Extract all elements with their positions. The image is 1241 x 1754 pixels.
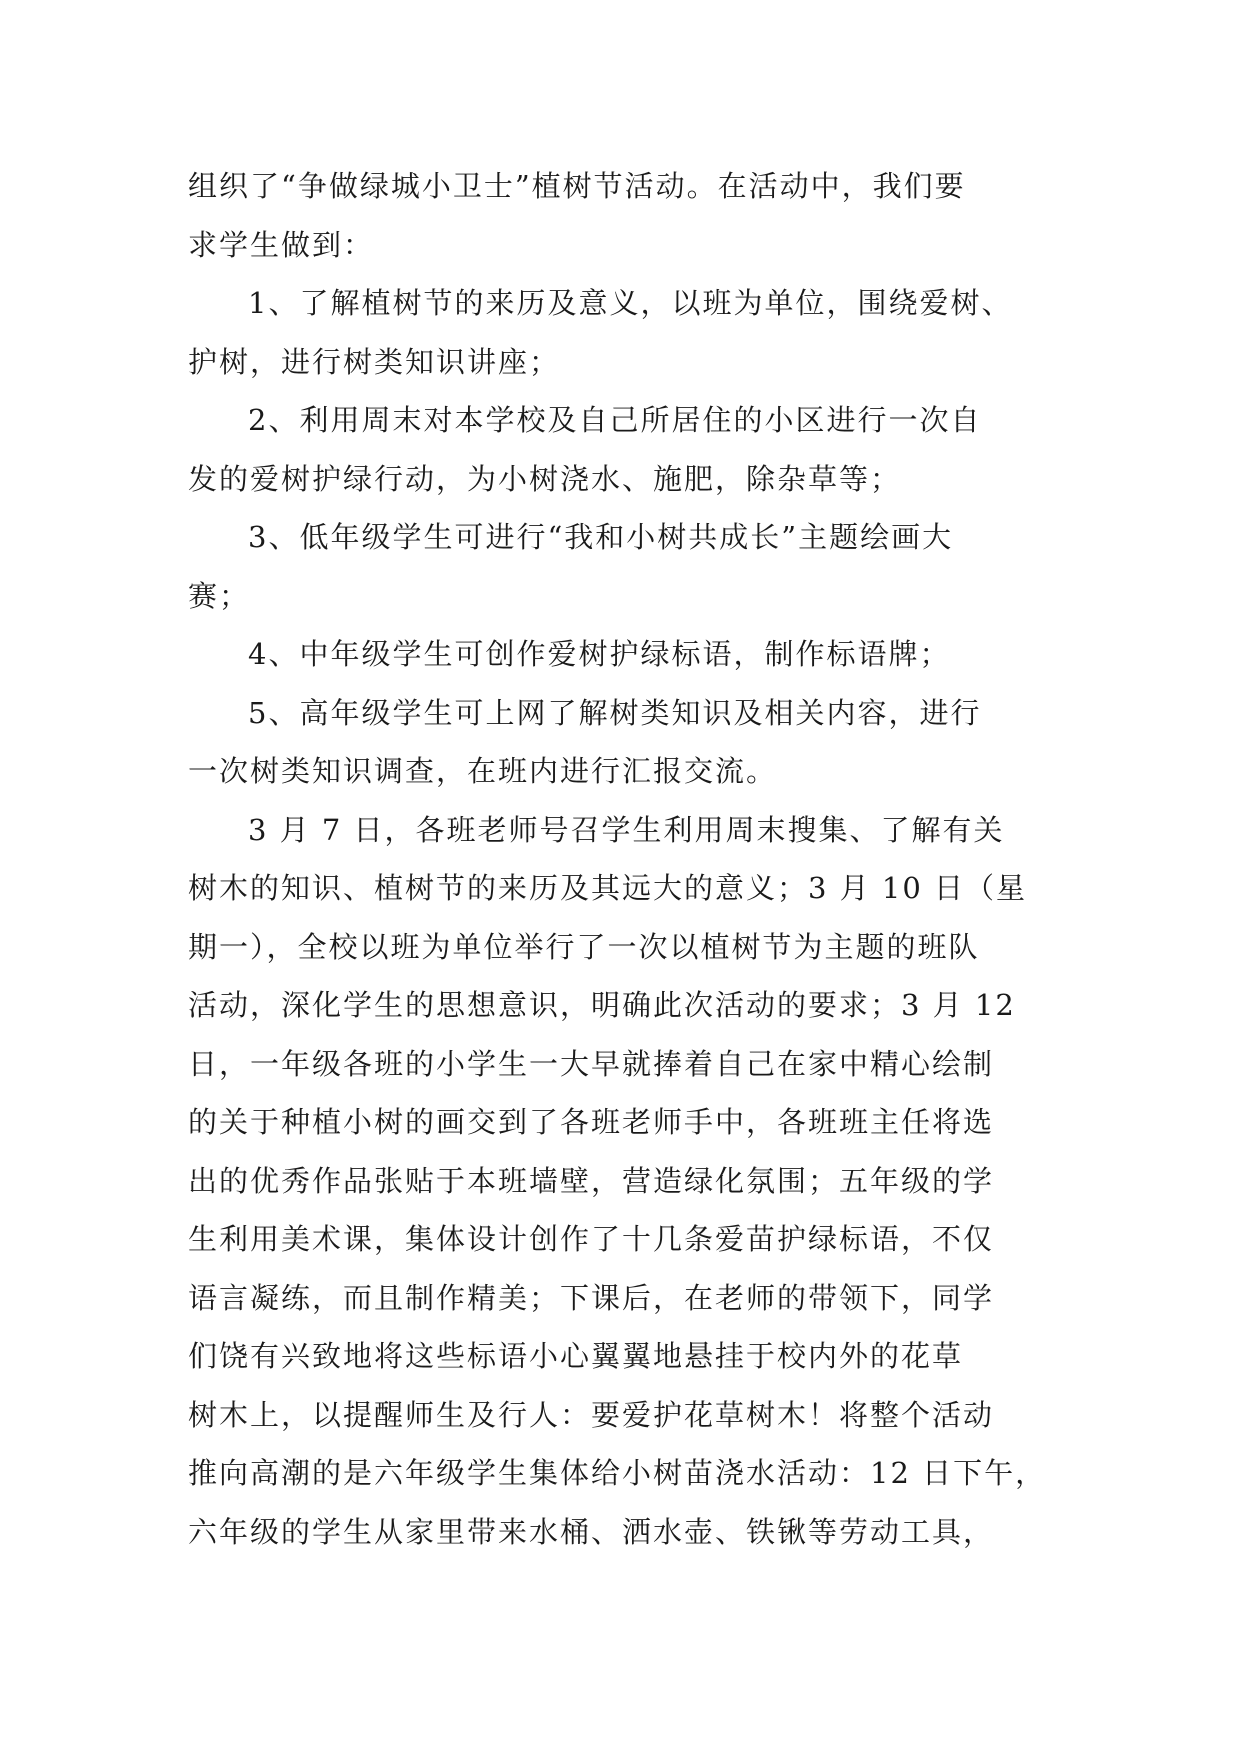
text-line: 活动，深化学生的思想意识，明确此次活动的要求；3 月 12 bbox=[188, 988, 1016, 1022]
text-line: 语言凝练，而且制作精美；下课后，在老师的带领下，同学 bbox=[188, 1280, 995, 1315]
text-line: 求学生做到： bbox=[188, 227, 375, 262]
text-line: 发的爱树护绿行动，为小树浇水、施肥，除杂草等； bbox=[188, 461, 902, 496]
text-line: 组织了“争做绿城小卫士”植树节活动。在活动中，我们要 bbox=[188, 169, 966, 203]
text-line: 日，一年级各班的小学生一大早就捧着自己在家中精心绘制 bbox=[188, 1046, 995, 1081]
text-line: 一次树类知识调查，在班内进行汇报交流。 bbox=[188, 754, 778, 788]
text-line: 生利用美术课，集体设计创作了十几条爱苗护绿标语，不仅 bbox=[188, 1222, 995, 1256]
paragraph-start: 3 月 7 日，各班老师号召学生利用周末搜集、了解有关 bbox=[248, 812, 1005, 847]
text-line: 们饶有兴致地将这些标语小心翼翼地悬挂于校内外的花草 bbox=[188, 1339, 964, 1373]
text-line: 六年级的学生从家里带来水桶、洒水壶、铁锹等劳动工具， bbox=[188, 1514, 995, 1549]
list-item-5: 5、高年级学生可上网了解树类知识及相关内容，进行 bbox=[248, 695, 982, 730]
text-line: 树木上，以提醒师生及行人：要爱护花草树木！将整个活动 bbox=[188, 1397, 995, 1432]
text-line: 树木的知识、植树节的来历及其远大的意义；3 月 10 日（星 bbox=[188, 871, 1028, 905]
text-line: 的关于种植小树的画交到了各班老师手中，各班班主任将选 bbox=[188, 1105, 995, 1139]
list-item-1: 1、了解植树节的来历及意义，以班为单位，围绕爱树、 bbox=[248, 286, 1013, 320]
body-text bbox=[188, 157, 1068, 1561]
list-item-4: 4、中年级学生可创作爱树护绿标语，制作标语牌； bbox=[248, 637, 951, 671]
text-line: 期一），全校以班为单位举行了一次以植树节为主题的班队 bbox=[188, 929, 980, 964]
text-line: 推向高潮的是六年级学生集体给小树苗浇水活动：12 日下午， bbox=[188, 1456, 1047, 1490]
text-line: 护树，进行树类知识讲座； bbox=[188, 344, 561, 379]
list-item-3: 3、低年级学生可进行“我和小树共成长”主题绘画大 bbox=[248, 520, 954, 554]
text-line: 出的优秀作品张贴于本班墙壁，营造绿化氛围；五年级的学 bbox=[188, 1163, 995, 1198]
text-line: 赛； bbox=[188, 578, 251, 613]
list-item-2: 2、利用周末对本学校及自己所居住的小区进行一次自 bbox=[248, 403, 982, 437]
